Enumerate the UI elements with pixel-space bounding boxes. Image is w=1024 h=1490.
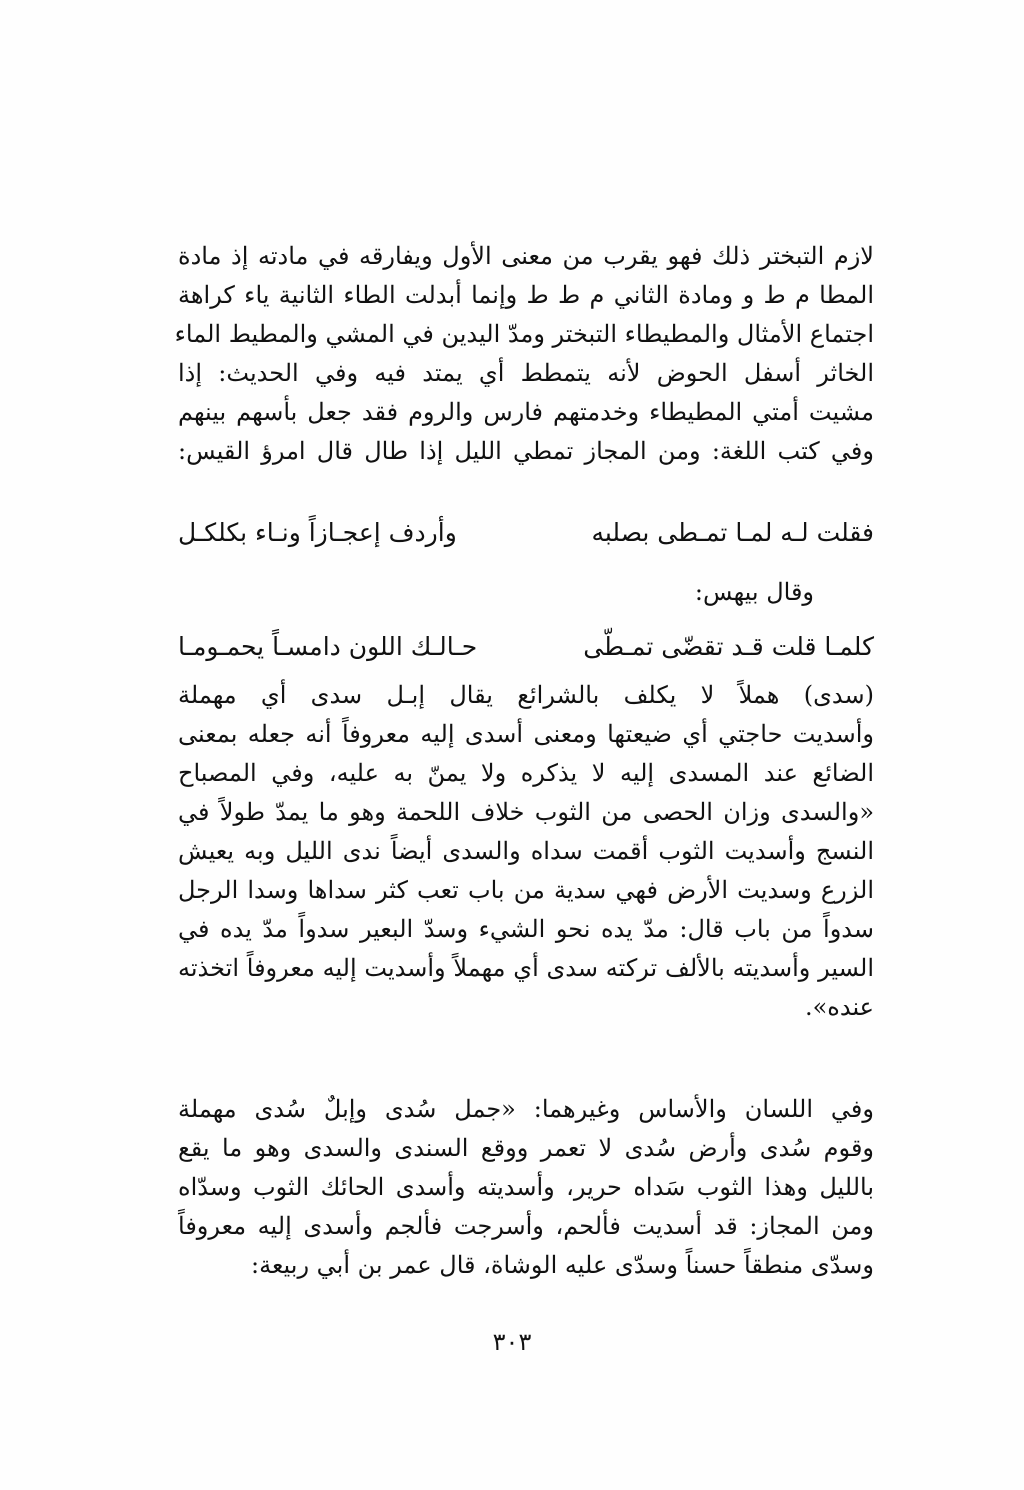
text-line: بالليل وهذا الثوب سَداه حرير، وأسديته وأسدى الحائك الثوب وسدّاه: [178, 1173, 874, 1201]
text-line: الضائع عند المسدى إليه لا يذكره ولا يمنّ به عليه، وفي المصباح: [178, 759, 874, 787]
text-line: المطا م ط و ومادة الثاني م ط ط وإنما أبدلت الطاء الثانية ياء كراهة: [178, 281, 874, 309]
text-line: الزرع وسديت الأرض فهي سدية من باب تعب كثر سداها وسدا الرجل: [178, 876, 874, 904]
text-line: وفي اللسان والأساس وغيرهما: «جمل سُدى وإبلٌ سُدى مهملة: [178, 1095, 874, 1123]
verse-2-intro: وقال بيهس:: [694, 578, 814, 606]
text-line: الخاثر أسفل الحوض لأنه يتمطط أي يمتد فيه وفي الحديث: إذا: [178, 359, 874, 387]
text-line: السير وأسديته بالألف تركته سدى أي مهملاً وأسديت إليه معروفاً اتخذته: [178, 954, 874, 982]
text-line: وفي كتب اللغة: ومن المجاز تمطي الليل إذا طال قال امرؤ القيس:: [178, 437, 874, 465]
text-line: عنده».: [804, 993, 874, 1021]
text-line: وقوم سُدى وأرض سُدى لا تعمر ووقع السندى والسدى وهو ما يقع: [178, 1134, 875, 1162]
text-line: النسج وأسديت الثوب أقمت سداه والسدى أيضاً ندى الليل وبه يعيش: [178, 837, 874, 865]
verse-1-second-hemistich: وأردف إعجـازاً ونـاء بكلكـل: [178, 518, 457, 547]
text-line: وسدّى منطقاً حسناً وسدّى عليه الوشاة، قال عمر بن أبي ربيعة:: [251, 1251, 874, 1279]
paragraph-1: [174, 237, 874, 471]
verse-2-first-hemistich: كلمـا قلت قـد تقضّى تمـطّى: [583, 632, 874, 661]
text-line: وأسديت حاجتي أي ضيعتها ومعنى أسدى إليه معروفاً أنه جعله بمعنى: [178, 720, 874, 748]
page-number: ٣٠٣: [492, 1328, 532, 1356]
text-line: «والسدى وزان الحصى من الثوب خلاف اللحمة وهو ما يمدّ طولاً في: [178, 798, 874, 826]
text-line: سدواً من باب قال: مدّ يده نحو الشيء وسدّ البعير سدواً مدّ يده في: [178, 915, 874, 943]
verse-1-first-hemistich: فقلت لـه لمـا تمـطى بصلبه: [591, 518, 874, 547]
text-line: ومن المجاز: قد أسديت فألحم، وأسرجت فألجم وأسدى إليه معروفاً: [178, 1212, 874, 1240]
paragraph-3: [178, 1090, 874, 1285]
text-line: اجتماع الأمثال والمطيطاء التبختر ومدّ اليدين في المشي والمطيط الماء: [174, 320, 874, 348]
verse-1: [178, 518, 874, 558]
paragraph-2: [178, 676, 874, 1027]
text-line: لازم التبختر ذلك فهو يقرب من معنى الأول ويفارقه في مادته إذ مادة: [178, 242, 874, 270]
text-line: (سدى) هملاً لا يكلف بالشرائع يقال إبـل سدى أي مهملة: [178, 681, 874, 709]
verse-2: [178, 632, 874, 672]
text-line: مشيت أمتي المطيطاء وخدمتهم فارس والروم فقد جعل بأسهم بينهم: [178, 398, 874, 426]
verse-2-second-hemistich: حـالـك اللون دامسـاً يحمـومـا: [178, 632, 478, 661]
